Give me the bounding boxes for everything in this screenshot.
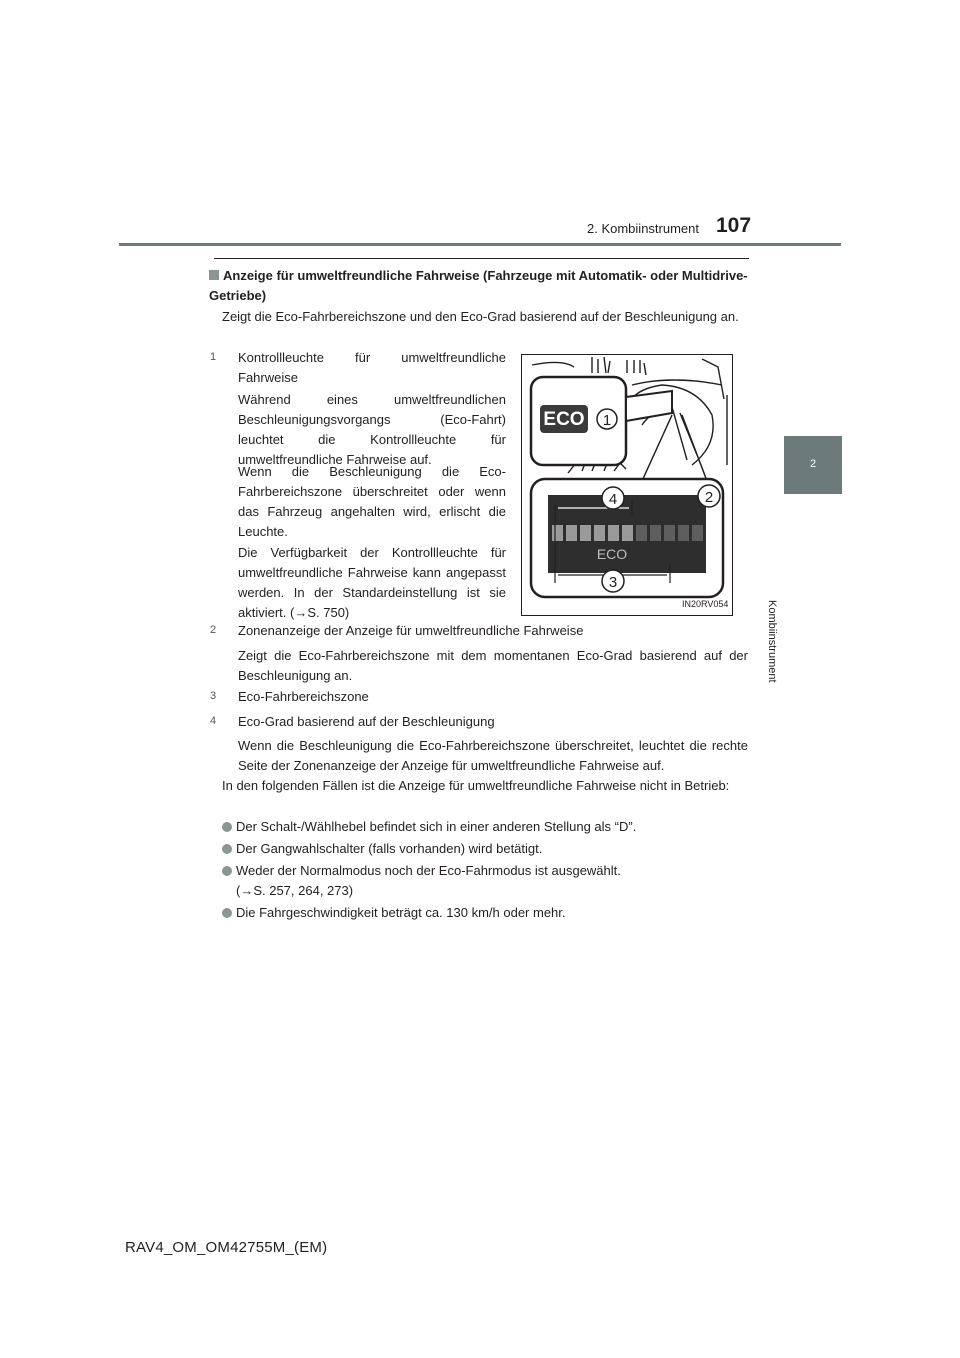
chapter-tab bbox=[784, 436, 842, 494]
item-4-paragraph-1: Wenn die Beschleunigung die Eco-Fahrbereichszone überschreitet, leuchtet die rechte Seite der Zonenanzeige der Anzeige für umweltfreundliche Fahrweise auf. bbox=[238, 738, 748, 773]
zone-segments bbox=[552, 525, 703, 541]
item-number-2: 2 bbox=[210, 624, 217, 636]
intro-text: Zeigt die Eco-Fahrbereichszone und den Eco-Grad basierend auf der Beschleunigung an. bbox=[222, 309, 739, 324]
eco-lamp-label: ECO bbox=[543, 409, 585, 430]
item-1-paragraph-1: Während eines umweltfreundlichen Beschleunigungsvorgangs (Eco-Fahrt) leuchtet die Kontrollleuchte für umweltfreundliche Fahrweise auf. bbox=[238, 392, 506, 467]
item-4-title: Eco-Grad basierend auf der Beschleunigung bbox=[238, 714, 495, 729]
callout-4-label: 4 bbox=[608, 491, 618, 508]
zone-bar-label: ECO bbox=[596, 546, 628, 562]
round-bullet-icon bbox=[222, 866, 232, 876]
item-number-3: 3 bbox=[210, 690, 217, 702]
condition-item-3: Weder der Normalmodus noch der Eco-Fahrmodus ist ausgewählt. bbox=[222, 861, 746, 881]
figure-code: IN20RV054 bbox=[682, 599, 729, 609]
square-bullet-icon bbox=[209, 270, 219, 280]
conditions-intro: In den folgenden Fällen ist die Anzeige für umweltfreundliche Fahrweise nicht in Betrieb: bbox=[222, 778, 730, 793]
header-rule bbox=[119, 243, 841, 246]
condition-item-4: Die Fahrgeschwindigkeit beträgt ca. 130 km/h oder mehr. bbox=[222, 903, 746, 923]
item-number-1: 1 bbox=[210, 351, 217, 363]
chapter-tab-number: 2 bbox=[809, 458, 817, 470]
item-1-title: Kontrollleuchte für umweltfreundliche Fahrweise bbox=[238, 350, 506, 385]
item-1-paragraph-2: Wenn die Beschleunigung die Eco-Fahrbereichszone überschreitet oder wenn das Fahrzeug angehalten wird, erlischt die Leuchte. bbox=[238, 464, 506, 539]
header-section-title: 2. Kombiinstrument bbox=[587, 221, 699, 236]
round-bullet-icon bbox=[222, 844, 232, 854]
callout-2-label: 2 bbox=[704, 489, 714, 506]
condition-item-1: Der Schalt-/Wählhebel befindet sich in einer anderen Stellung als “D”. bbox=[222, 817, 746, 837]
eco-indicator-illustration bbox=[522, 355, 732, 615]
eco-indicator-figure bbox=[521, 354, 733, 616]
item-3-title: Eco-Fahrbereichszone bbox=[238, 689, 369, 704]
callout-3-label: 3 bbox=[608, 574, 618, 591]
condition-item-3-ref: (→S. 257, 264, 273) bbox=[236, 883, 354, 898]
round-bullet-icon bbox=[222, 908, 232, 918]
item-number-4: 4 bbox=[210, 715, 217, 727]
callout-1-label: 1 bbox=[602, 412, 612, 429]
item-1-paragraph-3: Die Verfügbarkeit der Kontrollleuchte für umweltfreundliche Fahrweise kann angepasst werden. In der Standardeinstellung ist sie aktiviert. (→S. 750) bbox=[238, 545, 506, 620]
section-title: Anzeige für umweltfreundliche Fahrweise (Fahrzeuge mit Automatik- oder Multidrive-Getriebe) bbox=[209, 268, 748, 303]
item-2-paragraph-1: Zeigt die Eco-Fahrbereichszone mit dem momentanen Eco-Grad basierend auf der Beschleunigung an. bbox=[238, 648, 748, 683]
round-bullet-icon bbox=[222, 822, 232, 832]
page-number: 107 bbox=[716, 214, 752, 237]
content-rule bbox=[214, 258, 749, 259]
chapter-tab-label: Kombiinstrument bbox=[766, 600, 778, 683]
footer-manual-code: RAV4_OM_OM42755M_(EM) bbox=[125, 1239, 328, 1256]
item-2-title: Zonenanzeige der Anzeige für umweltfreundliche Fahrweise bbox=[238, 623, 584, 638]
condition-item-2: Der Gangwahlschalter (falls vorhanden) wird betätigt. bbox=[222, 839, 746, 859]
